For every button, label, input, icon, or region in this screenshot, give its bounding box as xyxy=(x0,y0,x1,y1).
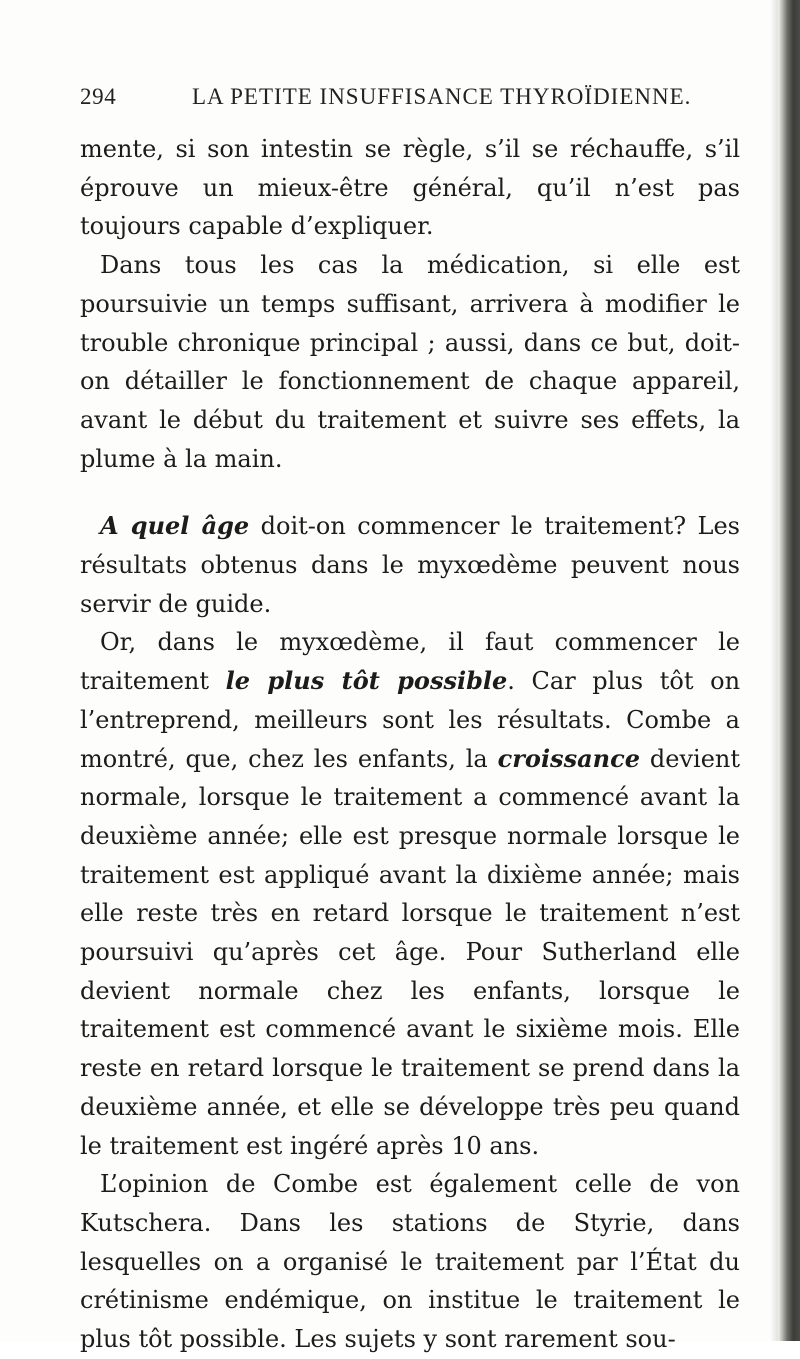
paragraph xyxy=(80,130,740,246)
text-run: . Car plus tôt on l’entreprend, meilleurs sont les résultats. Combe a montré, que, chez les enfants, la xyxy=(80,667,741,773)
paragraph xyxy=(80,623,740,1165)
page-header xyxy=(80,84,740,118)
body-text xyxy=(80,130,740,1359)
text-run: L’opinion de Combe est également celle de von Kutschera. Dans les stations de Styrie, dans lesquelles on a organisé le traitement par l’État du crétinisme endémique, on institue le traitement le plus tôt possible. Les sujets y sont rarement sou- xyxy=(80,1170,740,1354)
italic-run: A quel âge xyxy=(100,511,250,541)
italic-run: croissance xyxy=(497,743,640,773)
paragraph xyxy=(80,507,740,623)
scan-edge-shadow xyxy=(778,0,800,1341)
page-number: 294 xyxy=(80,84,117,109)
text-run: Dans tous les cas la médication, si elle est poursuivie un temps suffisant, arrivera à modifier le trouble chronique principal ; aussi, dans ce but, doit-on détailler le fonctionnement de chaque appareil, avant le début du traitement et suivre ses effets, la plume à la main. xyxy=(80,251,740,473)
text-run: devient normale, lorsque le traitement a commencé avant la deuxième année; elle est presque normale lorsque le traitement est appliqué avant la dixième année; mais elle reste très en retard lorsque le traitement n’est poursuivi qu’après cet âge. Pour Sutherland elle devient normale chez les enfants, lorsque le traitement est commencé avant le sixième mois. Elle reste en retard lorsque le traitement se prend dans la deuxième année, et elle se développe très peu quand le traitement est ingéré après 10 ans. xyxy=(80,744,741,1160)
paragraph xyxy=(80,1165,740,1359)
italic-run: le plus tôt possible xyxy=(225,666,508,696)
text-run: doit-on commencer le traitement? Les résultats obtenus dans le myxœdème peuvent nous servir de guide. xyxy=(80,512,740,618)
text-run: mente, si son intestin se règle, s’il se réchauffe, s’il éprouve un mieux-être général, qu’il n’est pas toujours capable d’expliquer. xyxy=(80,135,740,241)
text-run: Or, dans le myxœdème, il faut commencer le traitement xyxy=(80,628,740,696)
running-head: LA PETITE INSUFFISANCE THYROÏDIENNE. xyxy=(192,84,692,109)
paragraph xyxy=(80,246,740,478)
